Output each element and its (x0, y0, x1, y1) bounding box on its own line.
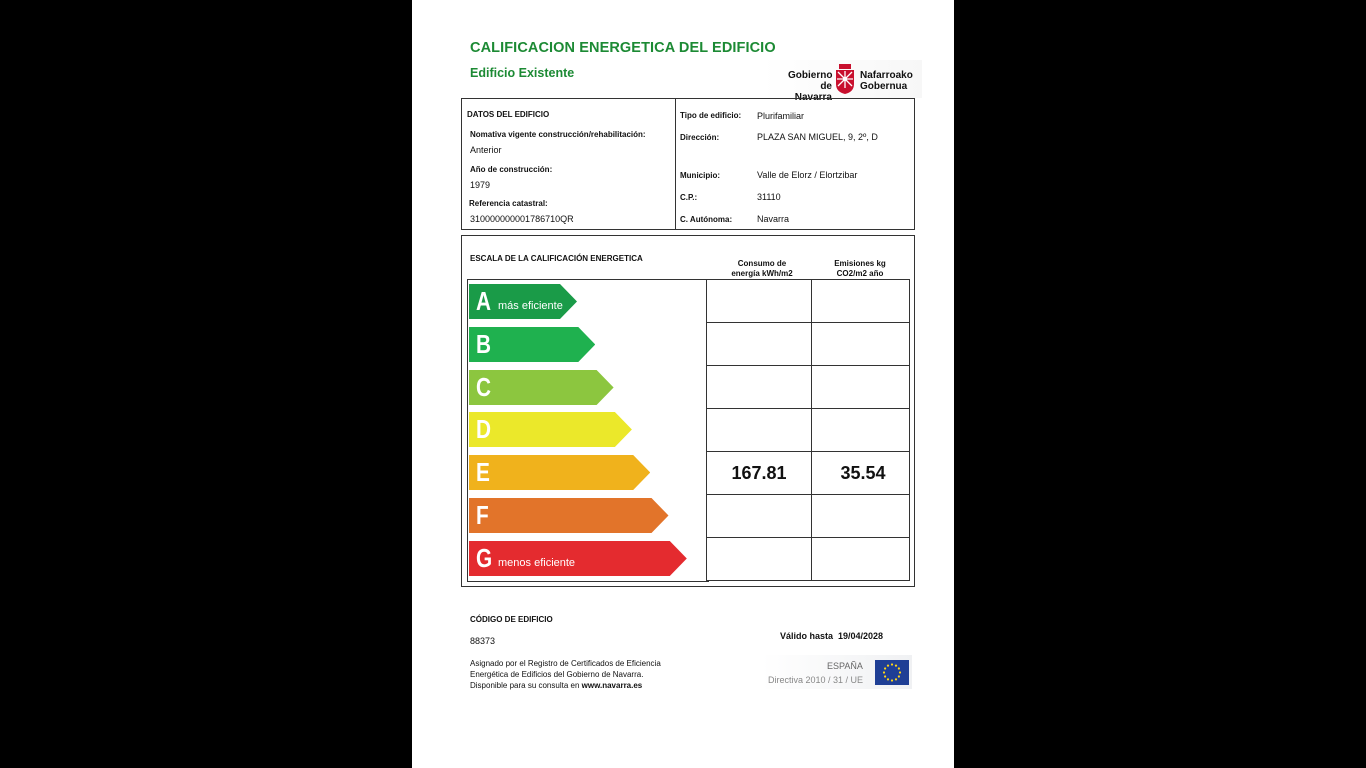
rating-letter: A (476, 286, 492, 316)
rating-letter: C (476, 371, 492, 402)
building-code-label: CÓDIGO DE EDIFICIO (470, 615, 553, 624)
autonoma-label: C. Autónoma: (680, 215, 733, 224)
rating-letter: F (476, 500, 489, 530)
document-subtitle: Edificio Existente (470, 66, 575, 80)
building-data-box (461, 98, 915, 230)
badge-country: ESPAÑA (827, 661, 863, 671)
rating-arrow-d (469, 412, 632, 447)
rating-letter: B (476, 328, 492, 359)
rating-letter: D (476, 414, 492, 445)
emisiones-header: Emisiones kg CO2/m2 año (834, 259, 886, 278)
rating-arrow-f (469, 498, 669, 533)
consumo-value: 167.81 (731, 463, 787, 483)
tipo-value: Plurifamiliar (757, 111, 805, 121)
rating-arrow-c (469, 370, 614, 405)
cp-value: 31110 (757, 192, 781, 202)
document-title: CALIFICACION ENERGETICA DEL EDIFICIO (470, 40, 776, 56)
eu-directive-badge (762, 655, 912, 689)
rating-arrow-e (469, 455, 650, 490)
rating-label: más eficiente (498, 300, 563, 312)
gobierno-navarra-logo (762, 60, 922, 103)
registry-note: Asignado por el Registro de Certificados de Eficiencia Energética de Edificios del Gobierno de Navarra. Disponible para su consulta en www.navarra.es (470, 659, 661, 690)
direccion-value: PLAZA SAN MIGUEL, 9, 2º, D (757, 132, 878, 142)
tipo-label: Tipo de edificio: (680, 111, 742, 120)
rating-arrow-g (469, 541, 687, 576)
coat-of-arms-icon (834, 64, 856, 94)
cadastral-ref-label: Referencia catastral: (469, 199, 548, 208)
municipio-value: Valle de Elorz / Elortzibar (757, 170, 858, 180)
logo-text-left: Gobierno de Navarra (788, 70, 833, 103)
normativa-label: Nomativa vigente construcción/rehabilitación: (470, 130, 646, 139)
rating-arrow-b (469, 327, 595, 362)
building-data-title: DATOS DEL EDIFICIO (467, 110, 550, 119)
emisiones-value: 35.54 (840, 463, 886, 483)
navarra-link[interactable]: www.navarra.es (581, 681, 643, 690)
badge-directive: Directiva 2010 / 31 / UE (768, 675, 864, 685)
consumo-header: Consumo de energía kWh/m2 (731, 259, 793, 278)
rating-values-grid (706, 279, 910, 581)
energy-scale-title: ESCALA DE LA CALIFICACIÓN ENERGETICA (470, 254, 643, 263)
normativa-value: Anterior (470, 145, 502, 155)
cadastral-ref-value: 310000000001786710QR (470, 214, 574, 224)
logo-text-right: Nafarroako Gobernua (860, 70, 913, 92)
rating-arrow-shape (469, 412, 632, 447)
municipio-label: Municipio: (680, 171, 720, 180)
certificate-page (412, 0, 954, 768)
rating-arrow-a (469, 284, 577, 319)
rating-letter: G (476, 542, 493, 573)
rating-arrow-shape (469, 498, 669, 533)
building-code-value: 88373 (470, 636, 496, 646)
direccion-label: Dirección: (680, 133, 720, 142)
year-label: Año de construcción: (470, 165, 553, 174)
rating-label: menos eficiente (498, 556, 576, 569)
cp-label: C.P.: (680, 193, 698, 202)
year-value: 1979 (470, 180, 491, 190)
autonoma-value: Navarra (757, 214, 790, 224)
eu-flag-icon (875, 660, 909, 685)
valid-until-date: 19/04/2028 (838, 631, 884, 641)
rating-letter: E (476, 457, 490, 488)
rating-arrow-shape (469, 455, 650, 490)
valid-until-label: Válido hasta (780, 631, 834, 641)
